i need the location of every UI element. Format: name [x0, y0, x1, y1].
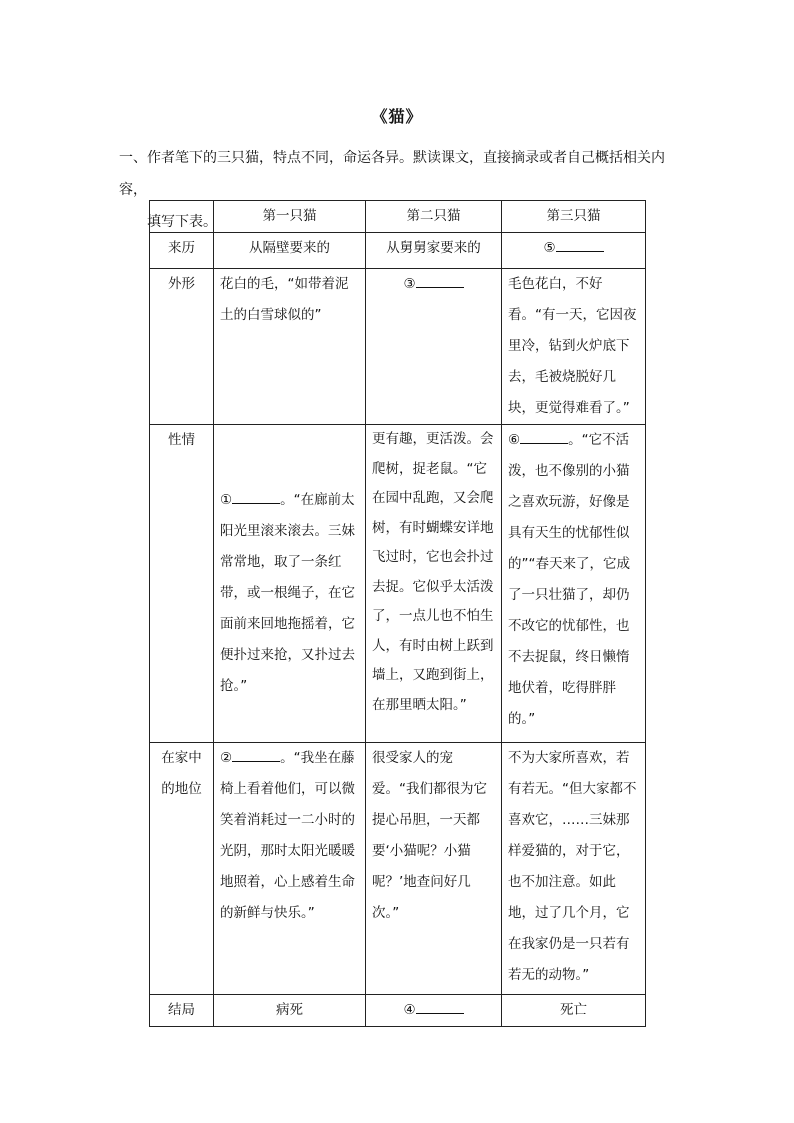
temperament-cat2: 更有趣，更活泼。会爬树，捉老鼠。“它在园中乱跑，又会爬树，有时蝴蝶安详地飞过时，它也会扑过去捉。它似乎太活泼了，一点儿也不怕生人，有时由树上跃到墙上，又跑到街上，在那里晒太阳。” [366, 425, 502, 743]
table-header-row [150, 201, 646, 233]
blank-5-number: ⑤ [543, 240, 556, 256]
ending-cat3: 死亡 [502, 995, 646, 1027]
header-cat3: 第三只猫 [502, 201, 646, 233]
table-row-temperament [150, 425, 646, 743]
blank-4-number: ④ [403, 1002, 416, 1018]
blank-6-input[interactable] [520, 429, 568, 444]
row-label-origin: 来历 [150, 233, 214, 269]
blank-3-number: ③ [403, 276, 416, 292]
header-cat2: 第二只猫 [366, 201, 502, 233]
row-label-ending: 结局 [150, 995, 214, 1027]
temperament-cat3 [502, 425, 646, 743]
row-label-temperament: 性情 [150, 425, 214, 743]
temperament-cat1 [214, 425, 366, 743]
blank-3-input[interactable] [416, 273, 464, 288]
table-row-ending [150, 995, 646, 1027]
ending-cat1: 病死 [214, 995, 366, 1027]
document-title: 《猫》 [371, 107, 423, 126]
blank-1-number: ① [220, 492, 233, 508]
appearance-cat2 [366, 269, 502, 425]
instruction-line-2: 填写下表。 [147, 214, 217, 230]
temperament-cat3-text: 。“它不活泼，也不像别的小猫之喜欢玩游，好像是具有天生的忧郁性似的”“春天来了，它成了一只壮猫了，却仍不改它的忧郁性，也不去捉鼠，终日懒惰地伏着，吃得胖胖的。” [508, 432, 630, 727]
appearance-cat1: 花白的毛，“如带着泥土的白雪球似的” [214, 269, 366, 425]
blank-4-input[interactable] [416, 999, 464, 1014]
status-cat3: 不为大家所喜欢，若有若无。“但大家都不喜欢它，……三妹那样爱猫的，对于它，也不加注意。如此地，过了几个月，它在我家仍是一只若有若无的动物。” [502, 743, 646, 995]
origin-cat1: 从隔壁要来的 [214, 233, 366, 269]
blank-2-number: ② [220, 750, 233, 766]
blank-5-input[interactable] [556, 237, 604, 252]
instruction-line-1: 一、作者笔下的三只猫，特点不同，命运各异。默读课文，直接摘录或者自己概括相关内容， [119, 150, 665, 198]
table-row-origin [150, 233, 646, 269]
status-cat1 [214, 743, 366, 995]
cat-comparison-table [149, 200, 646, 1027]
ending-cat2 [366, 995, 502, 1027]
appearance-cat3: 毛色花白，不好看。“有一天，它因夜里冷，钻到火炉底下去，毛被烧脱好几块，更觉得难看了。” [502, 269, 646, 425]
status-cat2: 很受家人的宠爱。“我们都很为它提心吊胆，一天都要‘小猫呢？小猫呢？’地查问好几次。” [366, 743, 502, 995]
temperament-cat1-text: 。“在廊前太阳光里滚来滚去。三妹常常地，取了一条红带，或一根绳子，在它面前来回地拖摇着，它便扑过来抢，又扑过去抢。” [220, 492, 355, 694]
table-row-status [150, 743, 646, 995]
blank-2-input[interactable] [232, 747, 280, 762]
origin-cat3 [502, 233, 646, 269]
blank-6-number: ⑥ [508, 432, 521, 448]
header-corner-cell [150, 201, 214, 233]
blank-1-input[interactable] [232, 489, 280, 504]
row-label-appearance: 外形 [150, 269, 214, 425]
status-cat1-text: 。“我坐在藤椅上看着他们，可以微笑着消耗过一二小时的光阴，那时太阳光暖暖地照着，心上感着生命的新鲜与快乐。” [220, 750, 355, 921]
header-cat1: 第一只猫 [214, 201, 366, 233]
origin-cat2: 从舅舅家要来的 [366, 233, 502, 269]
row-label-status: 在家中的地位 [150, 743, 214, 995]
table-row-appearance [150, 269, 646, 425]
